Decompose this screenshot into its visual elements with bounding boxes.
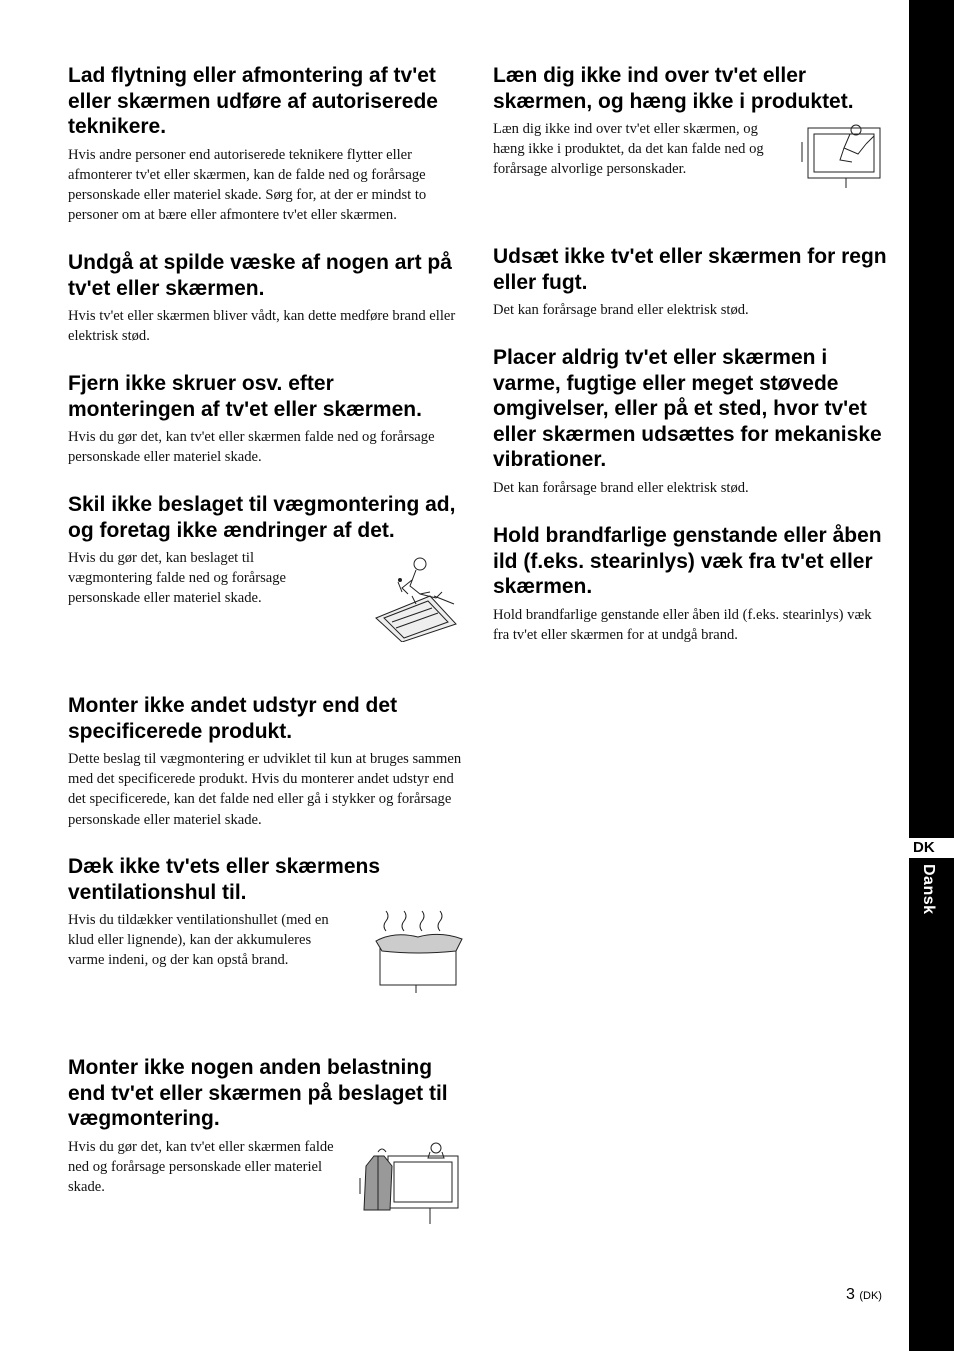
disassembly-illustration: [372, 552, 464, 642]
section-flammables: [493, 523, 888, 645]
language-label: Dansk: [920, 864, 937, 915]
section-heading: Dæk ikke tv'ets eller skærmens ventilationshul til.: [68, 855, 381, 904]
section-authorized-technicians: [68, 63, 463, 225]
page-number-value: 3: [846, 1286, 855, 1303]
section-body: Hvis du gør det, kan tv'et eller skærmen falde ned og forårsage personskade eller materiel skade.: [68, 429, 435, 466]
section-heading: Læn dig ikke ind over tv'et eller skærmen, og hæng ikke i produktet.: [493, 64, 854, 113]
section-body: Hvis andre personer end autoriserede teknikere flytter eller afmonterer tv'et eller skærmen, kan de falde ned og forårsage personskade eller materiel skade. Sørg for, at der er mindst to personer om at bære eller afmontere tv'et eller skærmen.: [68, 146, 427, 224]
section-body: Dette beslag til vægmontering er udviklet til kun at bruges sammen med det specificerede produkt. Hvis du monterer andet udstyr end det specificerede, kan det falde ned eller gå i stykker og forårsage personskade eller materiel skade.: [68, 751, 462, 828]
language-code: DK: [913, 839, 935, 856]
section-heading: Skil ikke beslaget til vægmontering ad, og foretag ikke ændringer af det.: [68, 493, 456, 542]
extra-load-illustration: [358, 1138, 464, 1228]
section-heading: Udsæt ikke tv'et eller skærmen for regn eller fugt.: [493, 245, 887, 294]
section-body: Hvis du tildækker ventilationshullet (med en klud eller lignende), kan der akkumuleres varme indeni, og der kan opstå brand.: [68, 912, 329, 969]
section-body: Læn dig ikke ind over tv'et eller skærmen, og hæng ikke i produktet, da det kan falde ned og forårsage alvorlige personskader.: [493, 121, 764, 178]
section-body: Det kan forårsage brand eller elektrisk stød.: [493, 479, 749, 496]
page-number: [846, 1286, 882, 1304]
section-body: Hold brandfarlige genstande eller åben ild (f.eks. stearinlys) væk fra tv'et eller skærmen for at undgå brand.: [493, 606, 872, 643]
section-heading: Monter ikke andet udstyr end det specificerede produkt.: [68, 694, 398, 743]
language-code-badge: [909, 838, 954, 859]
page-number-suffix: (DK): [859, 1290, 882, 1302]
section-heading: Undgå at spilde væske af nogen art på tv'et eller skærmen.: [68, 251, 452, 300]
section-heading: Fjern ikke skruer osv. efter monteringen af tv'et eller skærmen.: [68, 372, 422, 421]
section-environment: [493, 345, 888, 498]
section-body: Hvis tv'et eller skærmen bliver vådt, kan dette medføre brand eller elektrisk stød.: [68, 308, 456, 345]
section-body: Hvis du gør det, kan beslaget til vægmontering falde ned og forårsage personskade eller materiel skade.: [68, 550, 287, 607]
ventilation-covered-illustration: [374, 909, 464, 995]
section-heading: Monter ikke nogen anden belastning end tv'et eller skærmen på beslaget til vægmontering.: [68, 1056, 448, 1130]
language-sidebar: [909, 0, 954, 1351]
section-heading: Lad flytning eller afmontering af tv'et eller skærmen udføre af autoriserede teknikere.: [68, 64, 438, 138]
section-heading: Placer aldrig tv'et eller skærmen i varme, fugtige eller meget støvede omgivelser, eller på et sted, hvor tv'et eller skærmen udsættes for mekaniske vibrationer.: [493, 346, 882, 471]
section-no-screw-removal: [68, 371, 463, 467]
section-no-liquid: [68, 250, 463, 346]
leaning-illustration: [800, 118, 890, 190]
section-heading: Hold brandfarlige genstande eller åben ild (f.eks. stearinlys) væk fra tv'et eller skærmen.: [493, 524, 882, 598]
section-body: Det kan forårsage brand eller elektrisk stød.: [493, 302, 749, 318]
section-body: Hvis du gør det, kan tv'et eller skærmen falde ned og forårsage personskade eller materiel skade.: [68, 1138, 334, 1195]
section-no-rain: [493, 244, 888, 320]
section-specified-product: [68, 693, 463, 830]
